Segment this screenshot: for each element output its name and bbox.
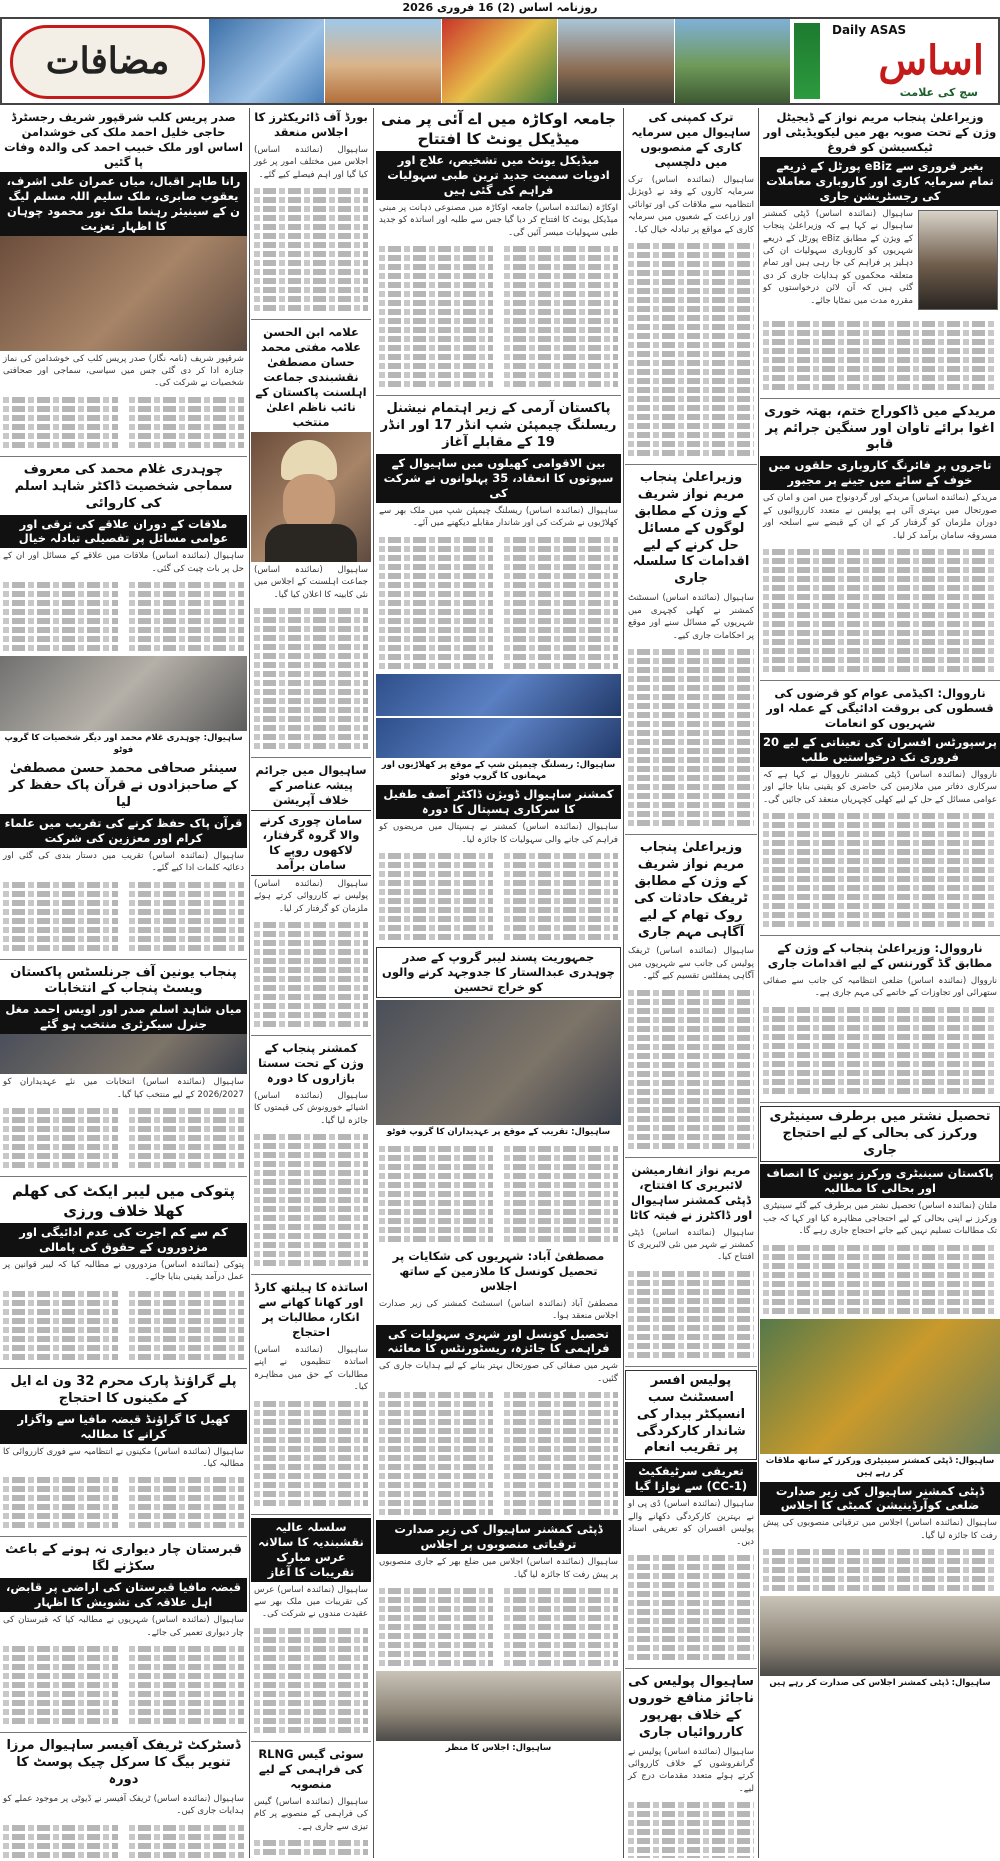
two-column-text (376, 848, 621, 945)
subheadline: قبضہ مافیا قبرستان کی اراضی پر قابض، اہل علاقہ کی تشویش کا اظہار (0, 1578, 247, 1612)
text-block (251, 603, 371, 754)
paper-tagline: سچ کی علامت (899, 86, 978, 99)
dateline: روزنامہ اساس (2) 16 فروری 2026 (402, 1, 598, 14)
masthead-photo (208, 19, 324, 103)
headline: بورڈ آف ڈائریکٹرز کا اجلاس منعقد (254, 110, 368, 139)
story-body: ساہیوال (نمائندہ اساس) ریسلنگ چیمپئن شپ میں ملک بھر سے کھلاڑیوں نے شرکت کی اور شاندار مقابلے دیکھنے میں آئے۔ (379, 505, 618, 529)
text-block (760, 808, 1000, 932)
column-1 (760, 108, 1000, 1858)
headline: ڈسٹرکٹ ٹریفک آفیسر ساہیوال مرزا تنویر بیگ کا سرکل چیک پوسٹ کا دورہ (6, 1738, 241, 1787)
two-column-text (0, 1286, 247, 1365)
story-body: نارووال (نمائندہ اساس) ڈپٹی کمشنر نارووال نے کہا ہے کہ سرکاری دفاتر میں ملازمین کی حاضری کو یقینی بنایا جائے اور عوامی مسائل کے حل کے لیے کھلی کچہریاں منعقد کی جائیں گی۔ (763, 769, 997, 805)
text-block (625, 238, 757, 461)
subheadline: پاکستان سینیٹری ورکرز یونین کا انصاف اور بحالی کا مطالبہ (760, 1164, 1000, 1198)
headline: اساتذہ کا ہیلتھ کارڈ اور کھانا کھانے سے انکار، مطالبات پر احتجاج (254, 1280, 368, 1340)
headline: ڈپٹی کمشنر ساہیوال کی زیر صدارت ضلعی کوآرڈینیشن کمیٹی کا اجلاس (760, 1482, 1000, 1516)
text-block (251, 917, 371, 1032)
headline: علامہ ابن الحسن علامہ مفتی محمد حسان مصطفیٰ نقشبندی جماعت اہلسنت پاکستان کے نائب ناظم اعلیٰ منتخب (255, 325, 367, 429)
news-photo (0, 1034, 247, 1074)
story-body: ساہیوال (نمائندہ اساس) ترک سرمایہ کاروں کے وفد نے ڈویژنل انتظامیہ سے ملاقات کی اور توانائی اور زراعت کے شعبوں میں سرمایہ کاری کے مواقع پر تبادلہ خیال کیا۔ (628, 174, 754, 235)
portrait-photo (918, 210, 998, 310)
story-body: ساہیوال (نمائندہ اساس) مکینوں نے انتظامیہ سے فوری کارروائی کا مطالبہ کیا۔ (3, 1446, 244, 1469)
headline: نارووال: وزیراعلیٰ پنجاب کے وژن کے مطابق گڈ گورننس کے لیے اقدامات جاری (767, 941, 993, 970)
text-block (760, 544, 1000, 677)
masthead-photo (324, 19, 440, 103)
column-rule (373, 108, 374, 1858)
story-body: ساہیوال (نمائندہ اساس) ڈی پی او نے بہترین کارکردگی دکھانے والے پولیس افسران کو تعریفی اسناد دیں۔ (628, 1499, 754, 1547)
story-body: ساہیوال (نمائندہ اساس) اساتذہ تنظیموں نے اپنے مطالبات کے حق میں مظاہرہ کیا۔ (254, 1345, 368, 1393)
story-body: ملتان (نمائندہ اساس) تحصیل نشتر میں برطرف کیے گئے سینیٹری ورکرز نے اپنی بحالی کے لیے احتجاجی مظاہرہ کیا اور کہا کہ جب تک مطالبات تسلیم نہیں کیے جاتے احتجاج جاری رہے گا۔ (763, 1201, 997, 1237)
story-body: ساہیوال (نمائندہ اساس) اسسٹنٹ کمشنر نے کھلی کچہری میں شہریوں کے مسائل سنے اور موقع پر احکامات جاری کیے۔ (628, 593, 754, 641)
two-column-text (376, 241, 621, 392)
headline: کمشنر ساہیوال ڈویژن ڈاکٹر آصف طفیل کا سرکاری ہسپتال کا دورہ (376, 785, 621, 819)
headline: وزیراعلیٰ پنجاب مریم نواز شریف کے وژن کے مطابق لوگوں کے مسائل حل کرنے کے لیے اقدامات کا سلسلہ جاری (632, 470, 750, 587)
headline: تحصیل نشتر میں برطرف سینیٹری ورکرز کی بحالی کے لیے احتجاج جاری (760, 1106, 1000, 1163)
news-photo (376, 1671, 621, 1741)
column-3 (376, 108, 621, 1858)
headline: نارووال: اکیڈمی عوام کو قرضوں کی قسطوں کی بروقت ادائیگی کے عملہ اور شہریوں کو انعامات (766, 685, 994, 730)
headline: جمہوریت پسند لیبر گروپ کے صدر چوہدری عبدالستار کا جدوجہد کرنے والوں کو خراج تحسین (376, 947, 621, 998)
story-body: مصطفیٰ آباد (نمائندہ اساس) اسسٹنٹ کمشنر کی زیر صدارت اجلاس منعقد ہوا۔ (379, 1298, 618, 1322)
masthead (0, 17, 1000, 105)
column-4 (251, 108, 371, 1858)
story-body: ساہیوال (نمائندہ اساس) عرس کی تقریبات میں ملک بھر سے عقیدت مندوں نے شرکت کی۔ (254, 1584, 368, 1620)
column-rule (623, 108, 624, 1858)
story-body: ساہیوال (نمائندہ اساس) پولیس نے کارروائی کرتے ہوئے ملزمان کو گرفتار کر لیا۔ (254, 878, 368, 914)
headline: سینئر صحافی محمد حسن مصطفیٰ کے صاحبزادوں نے قرآن پاک حفظ کر لیا (9, 761, 238, 810)
story-body: ساہیوال (نمائندہ اساس) ٹریفک آفیسر نے ڈیوٹی پر موجود عملے کو ہدایات جاری کیں۔ (3, 1793, 244, 1817)
story-body: ساہیوال (نمائندہ اساس) اجلاس میں ترقیاتی منصوبوں کی پیش رفت کا جائزہ لیا گیا۔ (763, 1518, 997, 1541)
story-body: ساہیوال (نمائندہ اساس) انتخابات میں نئے عہدیداران کو 2026/2027 کے لیے منتخب کیا گیا۔ (3, 1077, 244, 1100)
headline: ساہیوال پولیس کی ناجائز منافع خوروں کے خلاف بھرپور کارروائیاں جاری (628, 1674, 754, 1740)
photo-caption: ساہیوال: ریسلنگ چیمپئن شپ کے موقع پر کھلاڑیوں اور مہمانوں کا گروپ فوٹو (381, 759, 616, 782)
text-block (625, 1797, 757, 1858)
body-shape (265, 524, 357, 562)
masthead-photo (674, 19, 790, 103)
subheadline: ملاقات کے دوران علاقے کی ترقی اور عوامی مسائل پر تفصیلی تبادلہ خیال (0, 515, 247, 549)
two-column-text (0, 577, 247, 656)
paper-name-en: Daily ASAS (832, 23, 907, 37)
headline: کمشنر پنجاب کے وژن کے تحت سستا بازاروں کا دورہ (258, 1041, 364, 1085)
masthead-photo-strip (208, 19, 790, 103)
two-column-text (376, 532, 621, 674)
text-block (625, 1266, 757, 1363)
subheadline: کھیل کا گراؤنڈ قبضہ مافیا سے واگزار کرانے کا مطالبہ (0, 1410, 247, 1444)
story-body: مریدکے (نمائندہ اساس) مریدکے اور گردونواح میں امن و امان کی صورتحال میں بہتری آئی ہے پولیس نے متعدد کارروائیوں کے دوران ملزمان کو گرفتار کر کے ان کے قبضے سے اسلحہ اور مسروقہ سامان برآمد کر لیا۔ (763, 493, 997, 541)
two-column-text (0, 1103, 247, 1173)
story-body: ساہیوال (نمائندہ اساس) تقریب میں دستار بندی کی گئی اور دعائیہ کلمات ادا کیے گئے۔ (3, 850, 244, 874)
two-column-text (0, 1820, 247, 1858)
paper-logo (792, 19, 998, 103)
headline: پاکستان آرمی کے زیر اہتمام نیشنل ریسلنگ چیمپئن شپ انڈر 17 اور انڈر 19 کے مقابلے آغاز (380, 401, 617, 450)
two-column-text (0, 1641, 247, 1729)
column-rule (249, 108, 250, 1858)
story-body: ساہیوال (نمائندہ اساس) اشیائے خورونوش کی قیمتوں کا جائزہ لیا گیا۔ (254, 1090, 368, 1126)
story-body: ساہیوال (نمائندہ اساس) کمشنر نے ہسپتال میں مریضوں کو فراہم کی جانے والی سہولیات کا جائزہ لیا۔ (379, 822, 618, 845)
photo-caption: ساہیوال: تقریب کے موقع پر عہدیداران کا گروپ فوٹو (386, 1126, 611, 1137)
two-column-text (376, 1583, 621, 1671)
photo-caption: ساہیوال: ڈپٹی کمشنر اجلاس کی صدارت کر رہے ہیں (769, 1678, 991, 1689)
column-2 (625, 108, 757, 1858)
subheadline: تعریفی سرٹیفکیٹ (CC-1) سے نوازا گیا (625, 1462, 757, 1496)
text-block (625, 644, 757, 831)
headline: پتوکی میں لیبر ایکٹ کی کھلم کھلا خلاف ورزی (11, 1182, 236, 1220)
headline: چوہدری غلام محمد کی معروف سماجی شخصیت ڈاکٹر شاہد اسلم کی کاروائی (14, 461, 233, 511)
headline: صدر پریس کلب شرقپور شریف رجسٹرڈ حاجی خلیل احمد ملک کی خوشدامن اساس اور ملک خبیب احمد کی والدہ وفات پا گئیں (4, 110, 243, 169)
paper-name-ur: اساس (878, 37, 984, 84)
headline: جامعہ اوکاڑہ میں اے آئی پر منی میڈیکل یونٹ کا افتتاح (381, 110, 616, 148)
masthead-photo (441, 19, 557, 103)
two-column-text (376, 1141, 621, 1247)
news-photo (0, 236, 247, 351)
text-block (251, 1623, 371, 1738)
subheadline: بغیر فروری سے eBiz پورٹل کے ذریعے تمام سرمایہ کاری اور کاروباری معاملات کی رجسٹریشن جاری (760, 157, 1000, 206)
subheadline: بین الاقوامی کھیلوں میں ساہیوال کے سپوتوں کا انعقاد، 35 پہلوانوں نے شرکت کی (376, 454, 621, 503)
two-column-text (0, 392, 247, 453)
news-photo (760, 1319, 1000, 1454)
subheadline: رانا طاہر اقبال، میاں عمران علی اشرف، یعقوب صابری، ملک سلیم اللہ مسلم لیگ ن کے سینیئر رہنما ملک نور محمود چوہان کا اظہار تعزیت (0, 172, 247, 236)
story-body: ساہیوال (نمائندہ اساس) جماعت اہلسنت کے اجلاس میں نئی کابینہ کا اعلان کیا گیا۔ (254, 564, 368, 600)
headline: ترک کمپنی کی ساہیوال میں سرمایہ کاری کے منصوبوں میں دلچسپی (631, 110, 751, 169)
text-block (251, 1129, 371, 1271)
photo-caption: ساہیوال: چوہدری غلام محمد اور دیگر شخصیات کا گروپ فوٹو (4, 733, 243, 756)
headline: ساہیوال میں جرائم پیشہ عناصر کے خلاف آپریشن (255, 763, 367, 808)
headline: قبرستان چار دیواری نہ ہونے کے باعث سکڑنے لگا (5, 1542, 242, 1575)
headline: پنجاب یونین آف جرنلسٹس پاکستان ویسٹ پنجاب کے انتخابات (10, 964, 237, 997)
headline: پولیس افسر اسسٹنٹ سب انسپکٹر بیدار کی شاندار کارکردگی پر تقریب انعام (625, 1370, 757, 1460)
headline: سوئی گیس RLNG کی فراہمی کے لیے منصوبہ (258, 1746, 364, 1791)
story-body: نارووال (نمائندہ اساس) ضلعی انتظامیہ کی جانب سے صفائی ستھرائی اور تجاوزات کے خاتمے کی مہم جاری ہے۔ (763, 975, 997, 999)
story-body: پتوکی (نمائندہ اساس) مزدوروں نے مطالبہ کیا کہ لیبر قوانین پر عمل درآمد یقینی بنایا جائے۔ (3, 1259, 244, 1283)
text-block (251, 1835, 371, 1858)
text-block (760, 1002, 1000, 1099)
subheadline: پرسپورٹس افسران کی تعیناتی کے لیے 20 فروری تک درخواستیں طلب (760, 733, 1000, 767)
masthead-photo (557, 19, 673, 103)
story-body: شرقپور شریف (نامہ نگار) صدر پریس کلب کی خوشدامن کی نماز جنازہ ادا کر دی گئی جس میں سیاسی، سماجی اور صحافتی شخصیات نے شرکت کی۔ (3, 353, 244, 389)
headline: مریدکے میں ڈاکوراج ختم، بھتہ خوری اغوا برائے تاوان اور سنگین جرائم پر قابو (764, 403, 996, 453)
photo-caption: ساہیوال: ڈپٹی کمشنر سینیٹری ورکرز کے ساتھ ملاقات کر رہے ہیں (765, 1455, 995, 1478)
column-5 (0, 108, 247, 1858)
two-column-text (0, 1472, 247, 1533)
subheadline: سامان چوری کرنے والا گروہ گرفتار، لاکھوں روپے کا سامان برآمد (251, 810, 371, 876)
story-body: ساہیوال (نمائندہ اساس) شہریوں نے مطالبہ کیا کہ قبرستان کی چار دیواری تعمیر کی جائے۔ (3, 1615, 244, 1638)
subheadline: میڈیکل یونٹ میں تشخیص، علاج اور ادویات سمیت جدید ترین طبی سہولیات فراہم کی گئی ہیں (376, 151, 621, 200)
two-column-text (376, 1387, 621, 1520)
story-body: ساہیوال (نمائندہ اساس) پولیس نے گرانفروشوں کے خلاف کارروائی کرتے ہوئے متعدد مقدمات درج کر لیے۔ (628, 1746, 754, 1794)
story-block (760, 206, 1000, 316)
story-body: ساہیوال (نمائندہ اساس) اجلاس میں ضلع بھر کے جاری منصوبوں پر پیش رفت کا جائزہ لیا گیا۔ (379, 1557, 618, 1580)
story-body: شہر میں صفائی کی صورتحال بہتر بنانے کے لیے ہدایات جاری کی گئیں۔ (379, 1361, 618, 1384)
text-block (251, 1396, 371, 1511)
text-block (625, 1550, 757, 1665)
news-photo (760, 1596, 1000, 1676)
subheadline: تاجروں پر فائرنگ کاروباری حلقوں میں خوف کے سائے میں جینے پر مجبور (760, 456, 1000, 490)
portrait-photo (251, 432, 371, 562)
headline: مصطفیٰ آباد: شہریوں کی شکایات پر تحصیل کونسل کا ملازمین کے ساتھ اجلاس (392, 1248, 605, 1293)
subheadline: کم سے کم اجرت کی عدم ادائیگی اور مزدوروں کے حقوق کی پامالی (0, 1223, 247, 1257)
text-block (760, 1240, 1000, 1319)
text-block (760, 316, 1000, 395)
news-photo (0, 656, 247, 731)
text-block (251, 183, 371, 316)
text-block (760, 1544, 1000, 1596)
headline: وزیراعلیٰ پنجاب مریم نواز کے ڈیجیٹل وژن کے تحت صوبہ بھر میں لیکویڈیٹی اور ٹیکسیشن کو فروغ (763, 110, 997, 154)
flag-icon (794, 23, 820, 99)
story-body: ساہیوال (نمائندہ اساس) ڈپٹی کمشنر ساہیوال نے کہا ہے کہ وزیراعلیٰ پنجاب کے ویژن کے مطابق eBiz پورٹل کے ذریعے شہریوں کو کاروباری سہولیات ان کی دہلیز پر فراہم کی جا رہی ہیں اور تمام متعلقہ محکموں کو ہدایات جاری کر دی گئی ہیں کہ آن لائن درخواستوں کو مقررہ مدت میں نمٹایا جائے۔ (763, 208, 913, 306)
story-body: ساہیوال (نمائندہ اساس) ڈپٹی کمشنر نے شہر میں نئی لائبریری کا افتتاح کیا۔ (628, 1227, 754, 1263)
story-body: ساہیوال (نمائندہ اساس) ٹریفک پولیس کی جانب سے شہریوں میں آگاہی پمفلٹس تقسیم کیے گئے۔ (628, 946, 754, 982)
two-column-text (0, 877, 247, 956)
story-body: ساہیوال (نمائندہ اساس) اجلاس میں مختلف امور پر غور کیا گیا اور اہم فیصلے کیے گئے۔ (254, 144, 368, 180)
subheadline: میاں شاہد اسلم صدر اور اویس احمد مغل جنرل سیکرٹری منتخب ہو گئے (0, 1000, 247, 1034)
story-body: اوکاڑہ (نمائندہ اساس) جامعہ اوکاڑہ میں مصنوعی ذہانت پر مبنی میڈیکل یونٹ کا افتتاح کر دیا گیا جس سے طلبہ اور اساتذہ کو جدید طبی سہولیات میسر آئیں گی۔ (379, 202, 618, 238)
headline: سلسلہ عالیہ نقشبندیہ کا سالانہ عرس مبارک تقریبات کا آغاز (251, 1518, 371, 1582)
story-body: ساہیوال (نمائندہ اساس) ملاقات میں علاقے کے مسائل اور ان کے حل پر بات چیت کی گئی۔ (3, 551, 244, 574)
news-photo (376, 674, 621, 716)
story-body: ساہیوال (نمائندہ اساس) گیس کی فراہمی کے منصوبے پر کام تیزی سے جاری ہے۔ (254, 1796, 368, 1832)
text-block (625, 985, 757, 1154)
subheadline: قرآن پاک حفظ کرنے کی تقریب میں علماء کرام اور معززین کی شرکت (0, 814, 247, 848)
column-rule (758, 108, 759, 1858)
section-title: مضافات (45, 40, 170, 82)
headline: ڈپٹی کمشنر ساہیوال کی زیر صدارت ترقیاتی منصوبوں پر اجلاس (376, 1520, 621, 1554)
section-title-badge (10, 25, 205, 99)
news-photo (376, 1000, 621, 1125)
headline: وزیراعلیٰ پنجاب مریم نواز شریف کے وژن کے مطابق ٹریفک حادثات کی روک تھام کے لیے آگاہی مہم جاری (633, 840, 749, 940)
news-photo (376, 718, 621, 758)
headline: مریم نواز انفارمیشن لائبریری کا افتتاح، ڈپٹی کمشنر ساہیوال اور ڈاکٹرز نے فیتہ کاٹا (629, 1162, 753, 1222)
photo-caption: ساہیوال: اجلاس کا منظر (445, 1743, 552, 1754)
headline: پلے گراؤنڈ پارک محرم 32 ون اے ایل کے مکینوں کا احتجاج (10, 1373, 237, 1406)
headline: تحصیل کونسل اور شہری سہولیات کی فراہمی کا جائزہ، ریسٹورنٹس کا معائنہ (376, 1325, 621, 1359)
